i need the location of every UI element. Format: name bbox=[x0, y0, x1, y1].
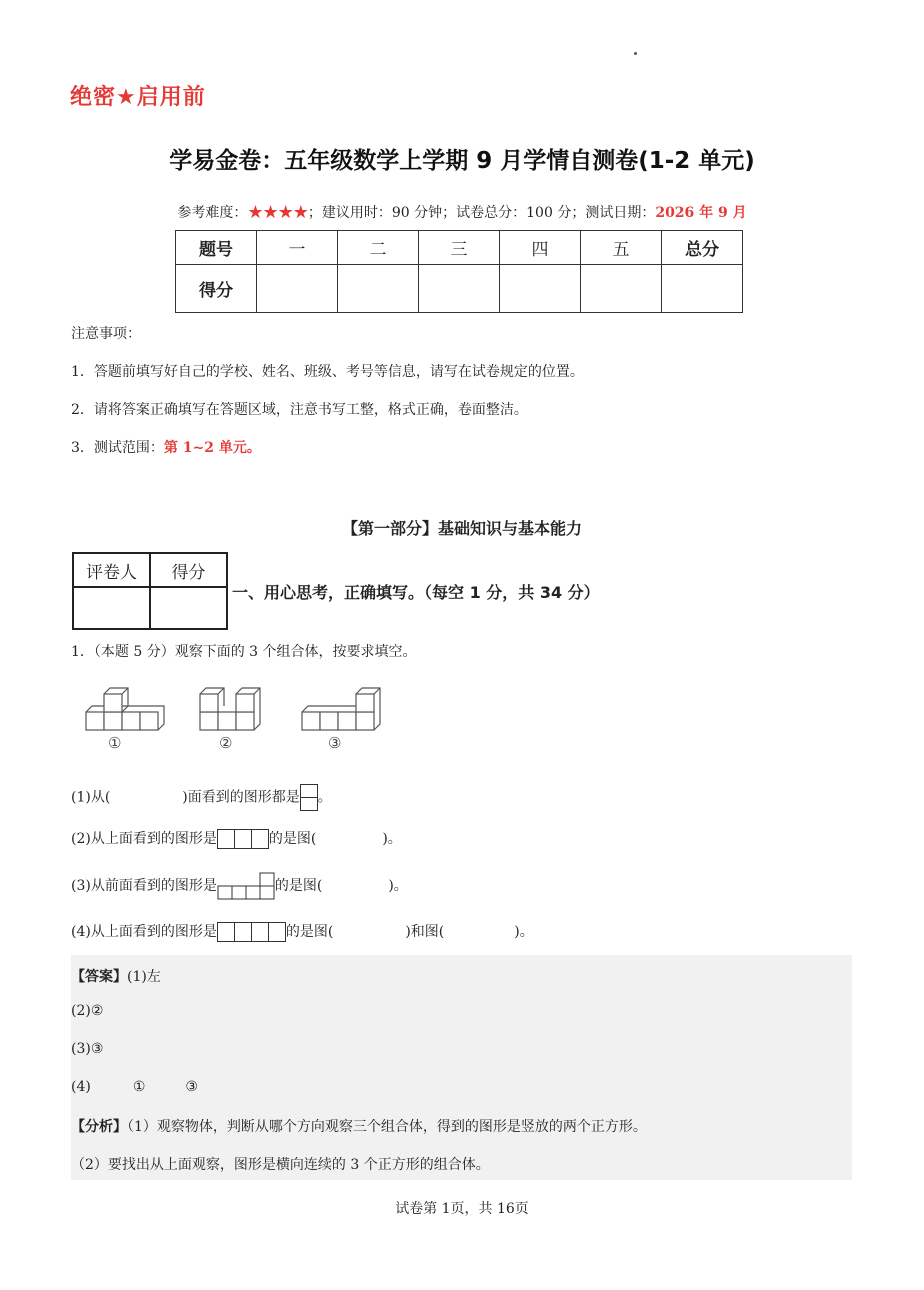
meta-date: 2026 年 9 月 bbox=[655, 205, 747, 221]
sub4-text-c: )和图( bbox=[405, 924, 445, 940]
figure-label-3: ③ bbox=[328, 734, 342, 752]
analysis-label: 【分析】 bbox=[71, 1119, 127, 1135]
sub4-text-b: 的是图( bbox=[285, 924, 334, 940]
answer-4-value-1: ① bbox=[132, 1079, 146, 1095]
analysis-1: （1）观察物体，判断从哪个方向观察三个组合体，得到的图形是竖放的两个正方形。 bbox=[127, 1119, 647, 1135]
exam-title: 学易金卷：五年级数学上学期 9 月学情自测卷(1-2 单元) bbox=[169, 148, 755, 174]
question1-sub2 bbox=[71, 828, 402, 849]
note-item-3-prefix: 3．测试范围： bbox=[71, 440, 164, 456]
answer-1: (1)左 bbox=[127, 969, 161, 985]
sub1-text-c: 。 bbox=[317, 789, 332, 806]
note-item-2: 2．请将答案正确填写在答题区域，注意书写工整，格式正确，卷面整洁。 bbox=[71, 402, 528, 418]
grader-cell[interactable] bbox=[73, 587, 150, 629]
answer-label: 【答案】 bbox=[71, 969, 127, 985]
notes-title: 注意事项： bbox=[71, 326, 141, 342]
answer-4-prefix: (4) bbox=[71, 1079, 91, 1095]
score-header-1: 一 bbox=[257, 231, 338, 265]
cube-figure-1 bbox=[86, 688, 164, 730]
grader-table bbox=[72, 552, 228, 630]
sub2-text-b: 的是图( bbox=[268, 831, 317, 847]
meta-prefix: 参考难度： bbox=[177, 205, 248, 221]
sub2-text-c: )。 bbox=[382, 831, 402, 847]
question1-stem: 1．（本题 5 分）观察下面的 3 个组合体，按要求填空。 bbox=[71, 644, 417, 660]
cube-figure-2 bbox=[200, 688, 260, 730]
question1-sub3 bbox=[71, 872, 408, 900]
score-header-5: 五 bbox=[581, 231, 662, 265]
analysis-2: （2）要找出从上面观察，图形是横向连续的 3 个正方形的组合体。 bbox=[71, 1157, 490, 1173]
sub3-text-a: (3)从前面看到的图形是 bbox=[71, 878, 217, 894]
test-range: 第 1~2 单元。 bbox=[163, 440, 261, 456]
three-squares-icon bbox=[217, 829, 269, 849]
score-cell[interactable] bbox=[581, 265, 662, 313]
score-table bbox=[175, 230, 743, 313]
score-header-6: 总分 bbox=[662, 231, 743, 265]
part-title: 【第一部分】基础知识与基本能力 bbox=[341, 519, 582, 538]
score-header-2: 二 bbox=[338, 231, 419, 265]
grader-col-score: 得分 bbox=[150, 553, 227, 587]
top-dot bbox=[634, 52, 637, 55]
score-cell[interactable] bbox=[500, 265, 581, 313]
sub4-text-a: (4)从上面看到的图形是 bbox=[71, 924, 217, 940]
cube-figure-3 bbox=[302, 688, 380, 730]
score-cell[interactable] bbox=[257, 265, 338, 313]
grader-cell[interactable] bbox=[150, 587, 227, 629]
answer-4-value-2: ③ bbox=[185, 1079, 198, 1095]
score-header-0: 题号 bbox=[176, 231, 257, 265]
answer-2: (2)② bbox=[71, 1003, 104, 1019]
score-header-4: 四 bbox=[500, 231, 581, 265]
sub4-text-d: )。 bbox=[514, 924, 534, 940]
answer-block bbox=[71, 955, 852, 1180]
page-footer: 试卷第 1页，共 16页 bbox=[395, 1201, 529, 1217]
note-item-3 bbox=[71, 437, 261, 457]
score-header-3: 三 bbox=[419, 231, 500, 265]
cube-figures bbox=[84, 686, 394, 758]
vertical-two-squares-icon bbox=[300, 784, 318, 811]
analysis-line-1 bbox=[71, 1116, 647, 1136]
note-item-1: 1．答题前填写好自己的学校、姓名、班级、考号等信息，请写在试卷规定的位置。 bbox=[71, 364, 584, 380]
answer-line-1 bbox=[71, 966, 161, 986]
section-title: 一、用心思考，正确填写。（每空 1 分，共 34 分） bbox=[232, 583, 600, 602]
figure-label-2: ② bbox=[219, 734, 233, 752]
four-squares-icon bbox=[217, 922, 286, 942]
exam-meta bbox=[0, 202, 924, 223]
question1-sub1 bbox=[71, 784, 332, 811]
figure-label-1: ① bbox=[108, 734, 122, 752]
answer-3: (3)③ bbox=[71, 1041, 104, 1057]
front-view-icon bbox=[217, 872, 275, 900]
score-cell[interactable] bbox=[419, 265, 500, 313]
sub2-text-a: (2)从上面看到的图形是 bbox=[71, 831, 217, 847]
score-cell[interactable] bbox=[662, 265, 743, 313]
meta-middle: ；建议用时：90 分钟；试卷总分：100 分；测试日期： bbox=[307, 205, 656, 221]
secret-label: 绝密★启用前 bbox=[70, 85, 206, 110]
grader-col-reviewer: 评卷人 bbox=[73, 553, 150, 587]
sub3-text-c: )。 bbox=[388, 878, 408, 894]
score-row-label: 得分 bbox=[176, 265, 257, 313]
sub1-text-b: )面看到的图形都是 bbox=[182, 789, 300, 806]
answer-line-4 bbox=[71, 1079, 198, 1095]
sub1-text-a: (1)从( bbox=[71, 789, 111, 806]
sub3-text-b: 的是图( bbox=[274, 878, 323, 894]
difficulty-stars: ★★★★ bbox=[247, 202, 308, 223]
score-cell[interactable] bbox=[338, 265, 419, 313]
question1-sub4 bbox=[71, 921, 534, 942]
